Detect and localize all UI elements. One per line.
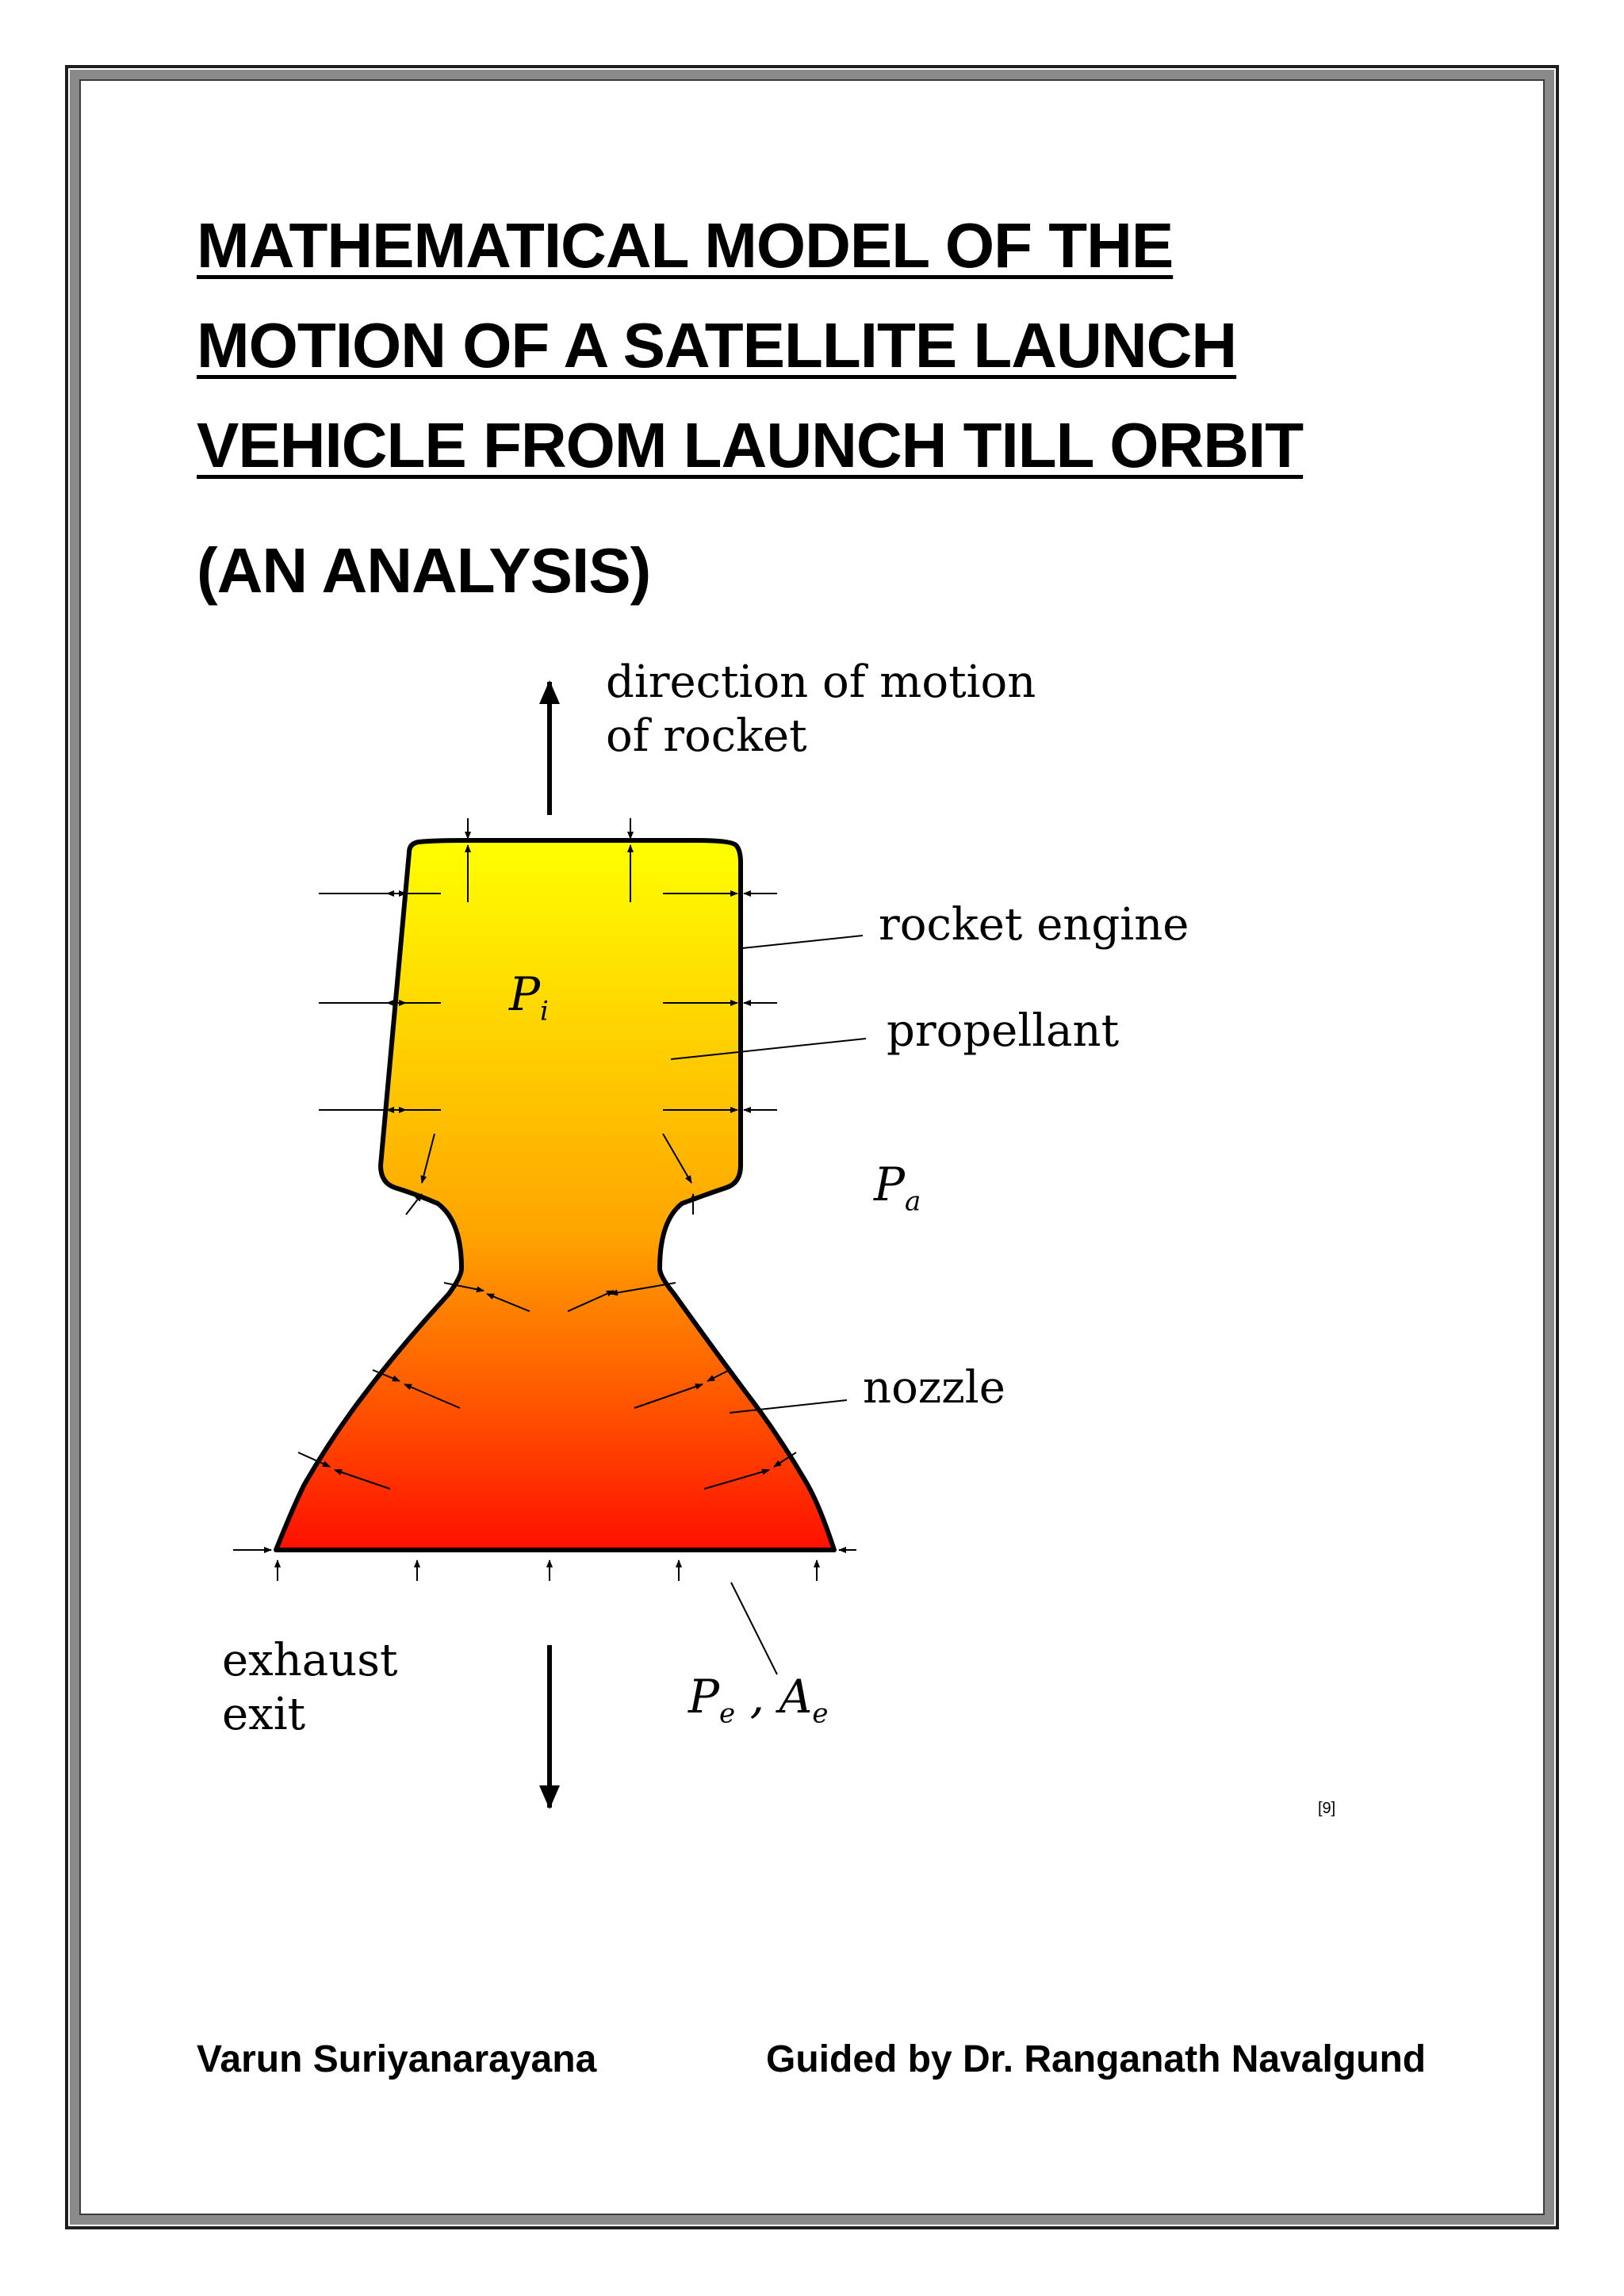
label-direction-line2: of rocket	[606, 710, 807, 762]
label-direction-line1: direction of motion	[606, 656, 1036, 708]
citation-marker: [9]	[1318, 1800, 1336, 1817]
author-name: Varun Suriyanarayana	[197, 2038, 597, 2080]
title-line-2: MOTION OF A SATELLITE LAUNCH	[197, 310, 1237, 381]
title-line-1: MATHEMATICAL MODEL OF THE	[197, 210, 1174, 281]
label-rocket-engine: rocket engine	[879, 899, 1189, 951]
symbol-p-i: $P_i$	[509, 967, 549, 1027]
label-nozzle: nozzle	[863, 1362, 1005, 1414]
rocket-engine-diagram	[222, 650, 1364, 1839]
title-line-3: VEHICLE FROM LAUNCH TILL ORBIT	[197, 410, 1304, 480]
label-exhaust-line1: exhaust	[222, 1635, 398, 1686]
symbol-p-e-a-e: $P_e$ , $A_e$	[688, 1670, 829, 1730]
subtitle: (AN ANALYSIS)	[197, 535, 651, 606]
label-propellant: propellant	[887, 1005, 1120, 1057]
guide-name: Guided by Dr. Ranganath Navalgund	[766, 2038, 1427, 2080]
label-exhaust-line2: exit	[222, 1689, 306, 1740]
symbol-p-a: $P_a$	[874, 1158, 921, 1218]
